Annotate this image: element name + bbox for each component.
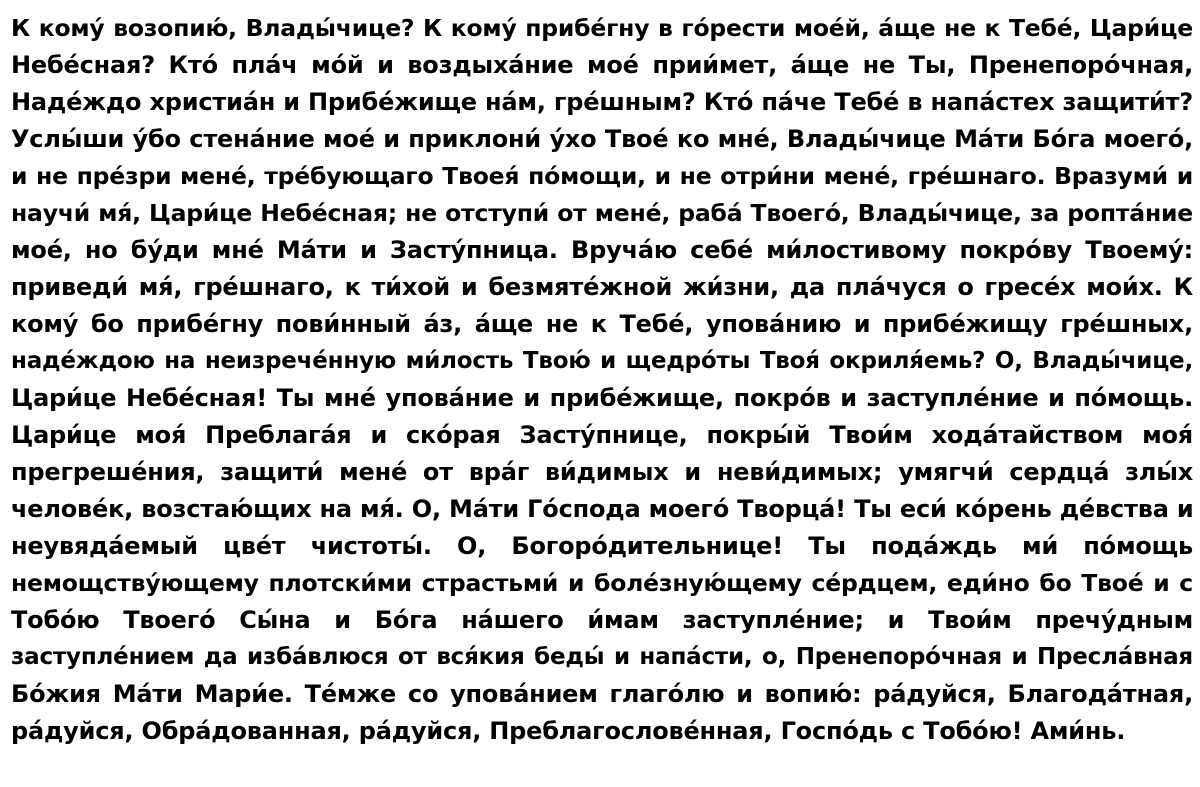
text-line: неувяда́емый цве́т чистоты́. О, Богоро́дительнице! Ты пода́ждь ми́ по́мощь: [11, 532, 1193, 560]
text-line: К кому́ возопию́, Влады́чице? К кому́ прибе́гну в го́рести мое́й, а́ще не к Тебе́, Цари́це: [11, 14, 1193, 42]
text-line: наде́ждою на неизрече́нную ми́лость Твою́ и щедро́ты Твоя́ окриля́емь? О, Влады́чице,: [11, 348, 1193, 374]
text-line: Наде́ждо христиа́н и Прибе́жище на́м, гре́шным? Кто́ па́че Тебе́ в напа́стех защити́т?: [11, 88, 1193, 116]
text-line: Бо́жия Ма́ти Мари́е. Те́мже со упова́нием глаго́лю и вопию́: ра́дуйся, Благода́тная,: [11, 680, 1193, 708]
text-line: ра́дуйся, Обра́дованная, ра́дуйся, Преблагослове́нная, Госпо́дь с Тобо́ю! Ами́нь.: [11, 717, 1126, 745]
text-line: заступле́нием да изба́влюся от вся́кия беды́ и напа́сти, о, Пренепоро́чная и Пресла́вная: [11, 644, 1193, 670]
text-line: и не пре́зри мене́, тре́бующаго Твоея́ по́мощи, и не отри́ни мене́, гре́шнаго. Вразуми́ и: [11, 162, 1193, 190]
text-line: Тобо́ю Твоего́ Сы́на и Бо́га на́шего и́мам заступле́ние; и Твои́м пречу́дным: [11, 606, 1193, 634]
text-line: Цари́це Небе́сная! Ты мне́ упова́ние и прибе́жище, покро́в и заступле́ние и по́мощь.: [11, 384, 1193, 412]
text-line: приведи́ мя́, гре́шнаго, к ти́хой и безмяте́жной жи́зни, да пла́чуся о гресе́х мои́х. К: [11, 273, 1193, 301]
prayer-text: [11, 10, 1193, 750]
text-line: прегреше́ния, защити́ мене́ от вра́г ви́димых и неви́димых; умягчи́ сердца́ злы́х: [11, 458, 1193, 486]
text-line: Небе́сная? Кто́ пла́ч мо́й и воздыха́ние мое́ прии́мет, а́ще не Ты, Пренепоро́чная,: [11, 51, 1193, 79]
text-line: Услы́ши у́бо стена́ние мое́ и приклони́ у́хо Твое́ ко мне́, Влады́чице Ма́ти Бо́га моего́,: [11, 125, 1193, 153]
text-line: научи́ мя́, Цари́це Небе́сная; не отступи́ от мене́, раба́ Твоего́, Влады́чице, за ропта́ние: [11, 199, 1193, 227]
text-line: Цари́це моя́ Преблага́я и ско́рая Засту́пнице, покры́й Твои́м хода́тайством моя́: [11, 421, 1193, 449]
text-line: челове́к, возстаю́щих на мя́. О, Ма́ти Го́спода моего́ Творца́! Ты еси́ ко́рень де́вства и: [11, 495, 1193, 523]
text-line: кому́ бо прибе́гну пови́нный а́з, а́ще не к Тебе́, упова́нию и прибе́жищу гре́шных,: [11, 310, 1193, 338]
text-line: мое́, но бу́ди мне́ Ма́ти и Засту́пница. Вруча́ю себе́ ми́лостивому покро́ву Твоему́:: [11, 236, 1193, 264]
text-line: немощству́ющему плотски́ми страстьми́ и боле́зную́щему се́рдцем, еди́но бо Твое́ и с: [11, 569, 1193, 597]
